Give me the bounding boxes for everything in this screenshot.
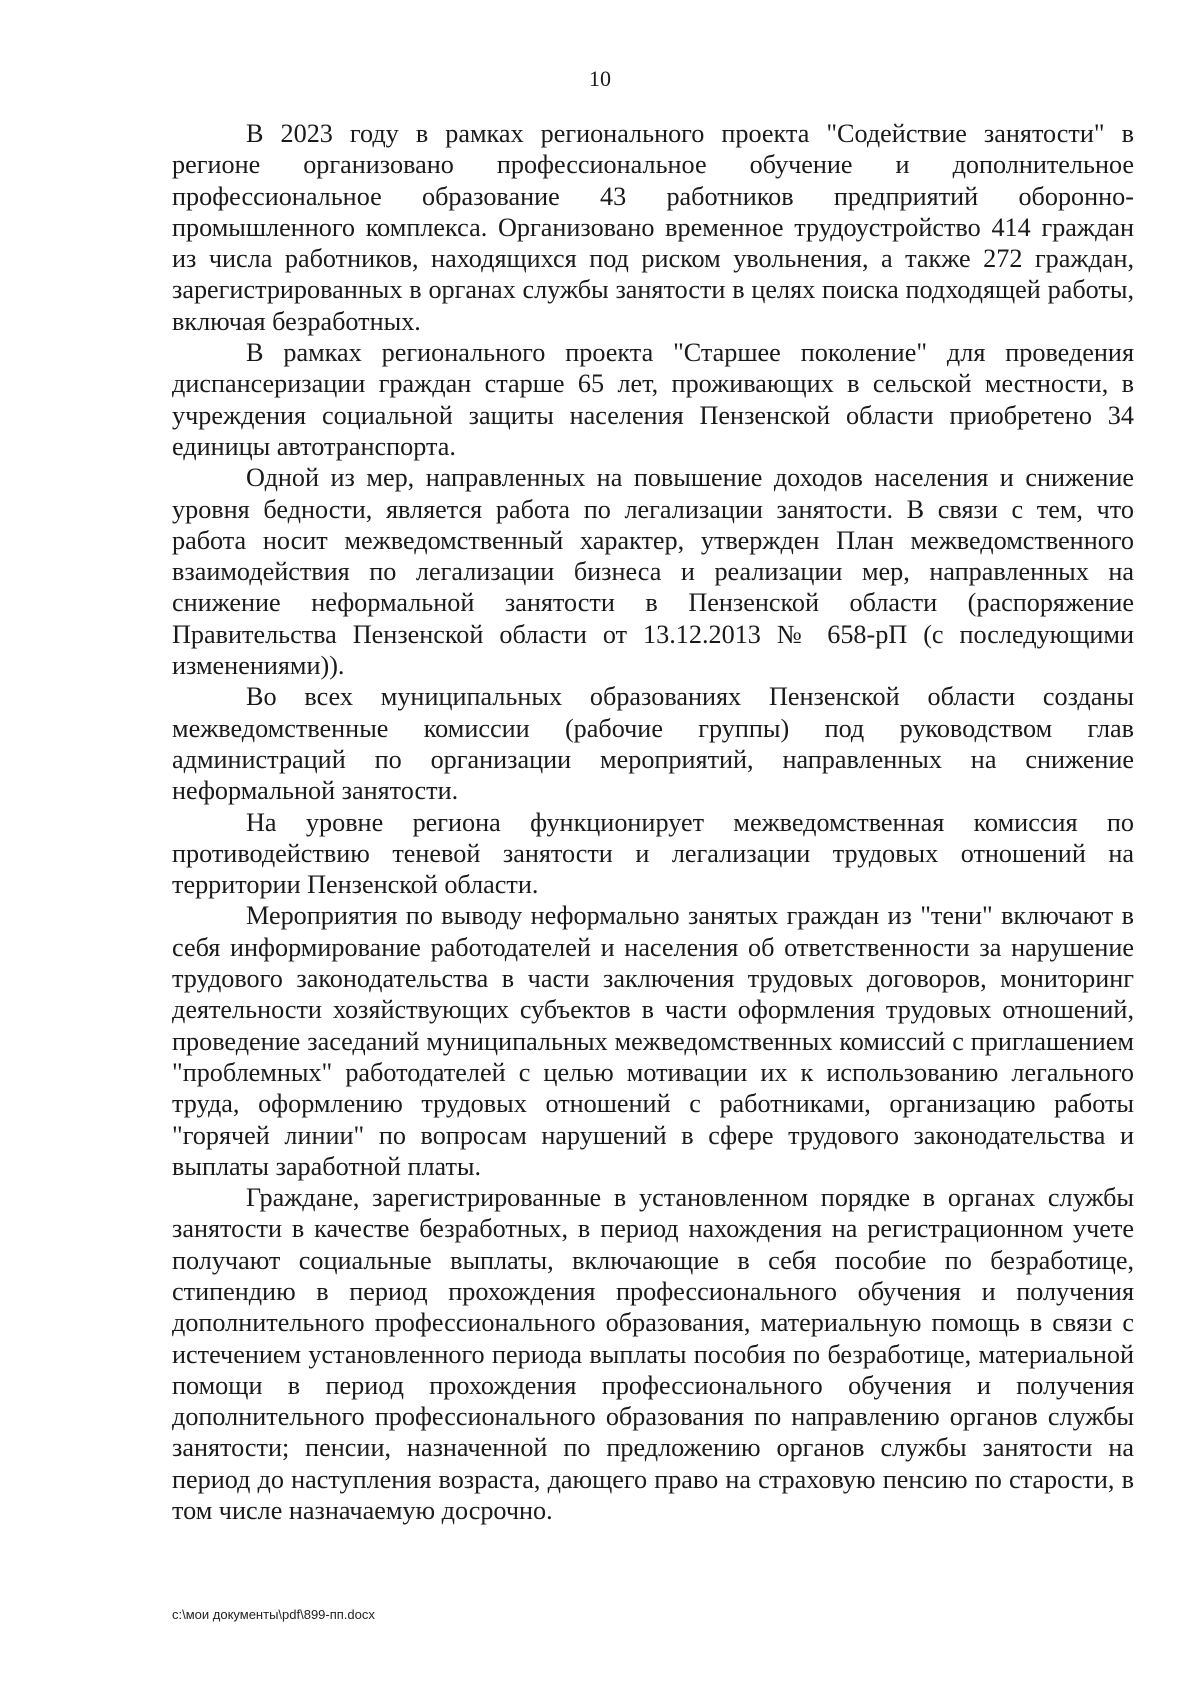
page-number: 10 (589, 66, 611, 91)
body-text (172, 118, 1134, 1526)
paragraph-employment-assistance: В 2023 году в рамках регионального проекта "Содействие занятости" в регионе организовано профессиональное обучение и дополнительное профессиональное образование 43 работников предприятий оборонно-промышленного комплекса. Организовано временное трудоустройство 414 граждан из числа работников, находящихся под риском увольнения, а также 272 граждан, зарегистрированных в органах службы занятости в целях поиска подходящей работы, включая безработных. (172, 119, 1134, 336)
paragraph-regional-commission: На уровне региона функционирует межведомственная комиссия по противодействию теневой занятости и легализации трудовых отношений на территории Пензенской области. (172, 807, 1134, 900)
footer-file-path: c:\мои документы\pdf\899-пп.docx (172, 1607, 375, 1622)
paragraph-social-payments: Граждане, зарегистрированные в установленном порядке в органах службы занятости в качестве безработных, в период нахождения на регистрационном учете получают социальные выплаты, включающие в себя пособие по безработице, стипендию в период прохождения профессионального обучения и получения дополнительного профессионального образования, материальную помощь в связи с истечением установленного периода выплаты пособия по безработице, материальной помощи в период прохождения профессионального обучения и получения дополнительного профессионального образования по направлению органов службы занятости; пенсии, назначенной по предложению органов службы занятости на период до наступления возраста, дающего право на страховую пенсию по старости, в том числе назначаемую досрочно. (172, 1183, 1134, 1526)
paragraph-municipal-commissions: Во всех муниципальных образованиях Пензенской области созданы межведомственные комиссии (рабочие группы) под руководством глав администраций по организации мероприятий, направленных на снижение неформальной занятости. (172, 682, 1134, 806)
paragraph-shadow-employment-measures: Мероприятия по выводу неформально занятых граждан из "тени" включают в себя информирование работодателей и населения об ответственности за нарушение трудового законодательства в части заключения трудовых договоров, мониторинг деятельности хозяйствующих субъектов в части оформления трудовых отношений, проведение заседаний муниципальных межведомственных комиссий с приглашением "проблемных" работодателей с целью мотивации их к использованию легального труда, оформлению трудовых отношений с работниками, организацию работы "горячей линии" по вопросам нарушений в сфере трудового законодательства и выплаты заработной платы. (172, 901, 1134, 1181)
paragraph-employment-legalization: Одной из мер, направленных на повышение доходов населения и снижение уровня бедности, является работа по легализации занятости. В связи с тем, что работа носит межведомственный характер, утвержден План межведомственного взаимодействия по легализации бизнеса и реализации мер, направленных на снижение неформальной занятости в Пензенской области (распоряжение Правительства Пензенской области от 13.12.2013 № 658-рП (с последующими изменениями)). (172, 463, 1134, 681)
paragraph-older-generation: В рамках регионального проекта "Старшее поколение" для проведения диспансеризации граждан старше 65 лет, проживающих в сельской местности, в учреждения социальной защиты населения Пензенской области приобретено 34 единицы автотранспорта. (172, 338, 1134, 461)
